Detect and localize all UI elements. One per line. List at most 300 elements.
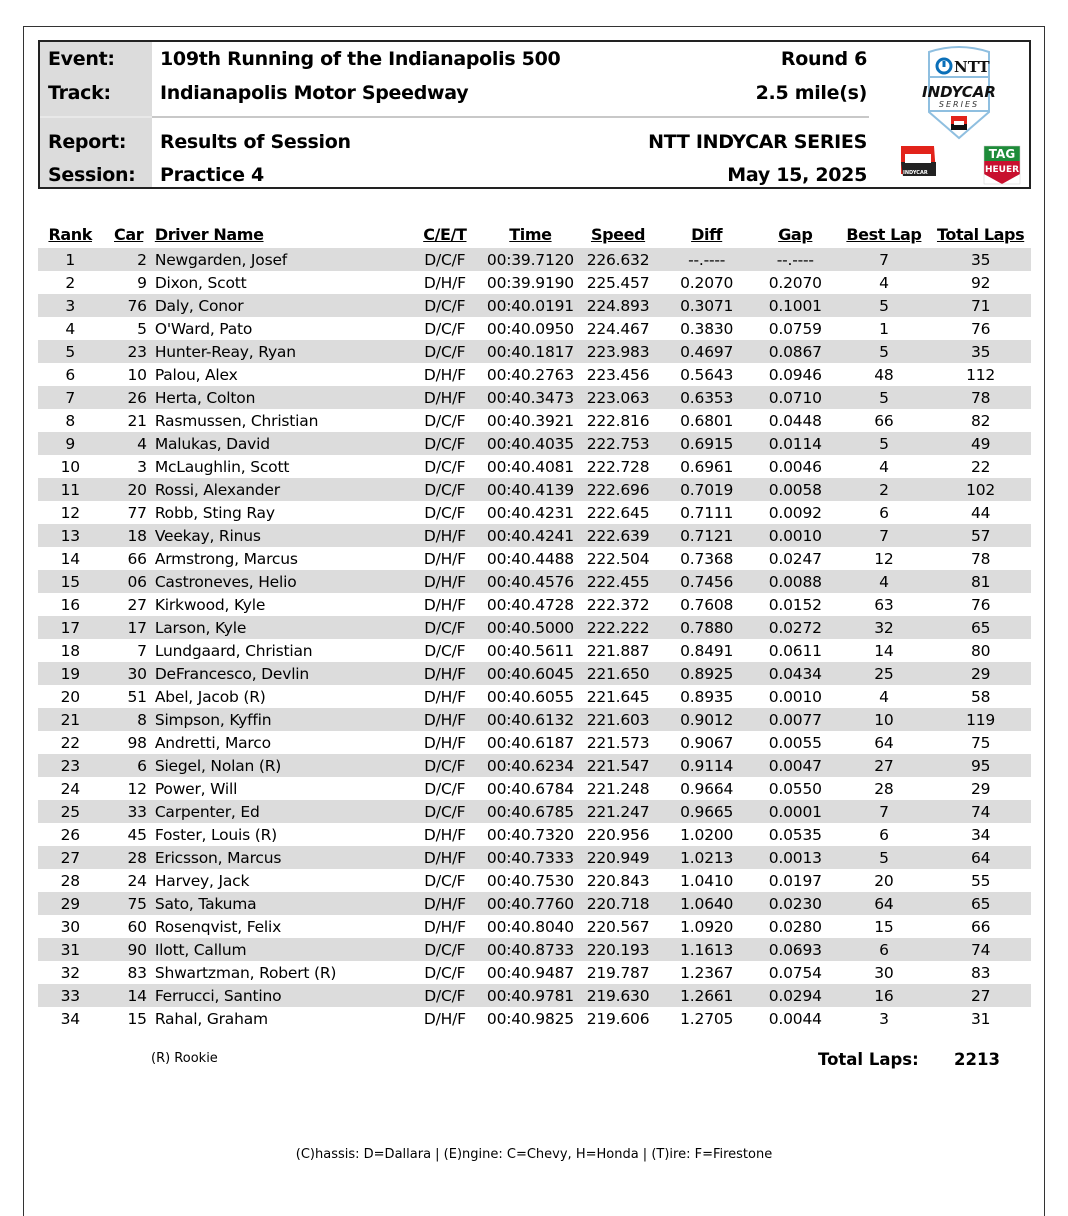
speed-cell: 223.063 <box>576 386 661 409</box>
diff-cell: 0.7368 <box>680 549 734 568</box>
gap-cell: 0.0294 <box>753 984 838 1007</box>
svg-text:HEUER: HEUER <box>984 165 1020 175</box>
rank-cell: 13 <box>38 524 102 547</box>
diff-cell: 1.2661 <box>660 984 753 1007</box>
lap-time-cell: 00:40.3473 <box>485 386 576 409</box>
table-row <box>38 754 1031 777</box>
driver-name-cell: Rasmussen, Christian <box>154 411 319 430</box>
cet-cell: D/C/F <box>424 871 466 890</box>
gap-cell: 0.0092 <box>768 503 822 522</box>
svg-text:INDYCAR: INDYCAR <box>922 83 996 101</box>
table-row <box>38 432 1031 455</box>
driver-name-cell: Malukas, David <box>155 432 405 455</box>
lap-time-cell: 00:40.7760 <box>485 892 576 915</box>
rank-cell: 31 <box>38 938 102 961</box>
cet-cell: D/H/F <box>405 386 486 409</box>
driver-name-cell: Newgarden, Josef <box>155 248 405 271</box>
driver-name-cell: Foster, Louis (R) <box>154 825 278 844</box>
car-number-cell: 15 <box>127 1009 147 1028</box>
rank-cell: 21 <box>38 708 102 731</box>
col-header-car[interactable]: Car <box>114 224 144 244</box>
driver-name-cell: DeFrancesco, Devlin <box>155 662 405 685</box>
best-lap-cell: 63 <box>874 595 894 614</box>
lap-time-cell: 00:40.3921 <box>486 411 574 430</box>
best-lap-cell: 66 <box>874 411 894 430</box>
speed-cell: 222.696 <box>576 478 661 501</box>
col-header-diff[interactable]: Diff <box>691 224 723 244</box>
rank-cell: 8 <box>65 411 76 430</box>
driver-name-cell: Robb, Sting Ray <box>154 503 275 522</box>
total-laps-cell: 65 <box>930 892 1031 915</box>
total-laps-cell: 76 <box>970 595 991 614</box>
lap-time-cell: 00:40.4241 <box>485 524 576 547</box>
gap-cell: 0.0055 <box>768 733 822 752</box>
best-lap-cell: 4 <box>879 687 889 706</box>
event-label: Event: <box>48 48 115 70</box>
cet-cell: D/H/F <box>405 846 486 869</box>
driver-name-cell: Hunter-Reay, Ryan <box>155 340 405 363</box>
indycar-logo <box>901 146 936 176</box>
header-divider-left <box>40 116 152 118</box>
gap-cell: --.---- <box>753 248 838 271</box>
total-laps-value: 2213 <box>954 1050 1000 1069</box>
gap-cell: 0.0230 <box>753 892 838 915</box>
diff-cell: 0.6915 <box>660 432 753 455</box>
gap-cell: 0.0448 <box>768 411 822 430</box>
lap-time-cell: 00:40.5611 <box>486 641 574 660</box>
driver-name-cell: Shwartzman, Robert (R) <box>154 963 337 982</box>
speed-cell: 222.504 <box>586 549 650 568</box>
report-name: Results of Session <box>160 131 351 153</box>
diff-cell: 0.9012 <box>660 708 753 731</box>
gap-cell: 0.0010 <box>768 687 822 706</box>
lap-time-cell: 00:40.6187 <box>486 733 574 752</box>
diff-cell: 0.2070 <box>680 273 734 292</box>
speed-cell: 223.456 <box>586 365 650 384</box>
table-row <box>38 777 1031 800</box>
lap-time-cell: 00:40.6234 <box>485 754 576 777</box>
session-name: Practice 4 <box>160 164 264 186</box>
driver-name-cell: Rahal, Graham <box>154 1009 268 1028</box>
rank-cell: 22 <box>60 733 80 752</box>
driver-name-cell: Ericsson, Marcus <box>155 846 405 869</box>
total-laps-cell: 83 <box>970 963 991 982</box>
table-row <box>38 340 1031 363</box>
total-laps-cell: 64 <box>930 846 1031 869</box>
rank-cell: 16 <box>60 595 80 614</box>
gap-cell: 0.0280 <box>768 917 822 936</box>
lap-time-cell: 00:40.4081 <box>486 457 574 476</box>
speed-cell: 224.467 <box>586 319 650 338</box>
speed-cell: 226.632 <box>576 248 661 271</box>
cet-cell: D/C/F <box>405 340 486 363</box>
driver-name-cell: Kirkwood, Kyle <box>154 595 266 614</box>
col-header-rank[interactable]: Rank <box>48 224 92 244</box>
best-lap-cell: 5 <box>838 846 931 869</box>
total-laps-cell: 75 <box>970 733 991 752</box>
cet-cell: D/C/F <box>405 938 486 961</box>
speed-cell: 221.247 <box>576 800 661 823</box>
speed-cell: 220.956 <box>586 825 650 844</box>
car-number-cell: 9 <box>137 273 147 292</box>
speed-cell: 222.639 <box>576 524 661 547</box>
table-row <box>38 570 1031 593</box>
rank-cell: 18 <box>60 641 80 660</box>
best-lap-cell: 7 <box>838 524 931 547</box>
lap-time-cell: 00:40.6784 <box>486 779 574 798</box>
speed-cell: 222.455 <box>576 570 661 593</box>
diff-cell: 1.0213 <box>660 846 753 869</box>
driver-name-cell: Daly, Conor <box>155 294 405 317</box>
total-laps-cell: 74 <box>930 938 1031 961</box>
driver-name-cell: Abel, Jacob (R) <box>154 687 266 706</box>
total-laps-cell: 27 <box>930 984 1031 1007</box>
cet-cell: D/H/F <box>423 549 466 568</box>
total-laps-cell: 119 <box>930 708 1031 731</box>
diff-cell: 0.6801 <box>680 411 734 430</box>
total-laps-cell: 55 <box>970 871 991 890</box>
lap-time-cell: 00:40.0191 <box>485 294 576 317</box>
total-laps-cell: 29 <box>970 779 991 798</box>
car-number-cell: 76 <box>102 294 154 317</box>
gap-cell: 0.0001 <box>753 800 838 823</box>
total-laps-cell: 29 <box>930 662 1031 685</box>
rank-cell: 6 <box>65 365 76 384</box>
diff-cell: 0.7608 <box>680 595 734 614</box>
cet-cell: D/C/F <box>424 457 466 476</box>
best-lap-cell: 64 <box>838 892 931 915</box>
speed-cell: 221.650 <box>576 662 661 685</box>
diff-cell: 0.5643 <box>680 365 734 384</box>
best-lap-cell: 64 <box>874 733 894 752</box>
driver-name-cell: Veekay, Rinus <box>155 524 405 547</box>
cet-cell: D/C/F <box>424 779 466 798</box>
rank-cell: 19 <box>38 662 102 685</box>
cet-cell: D/H/F <box>405 524 486 547</box>
best-lap-cell: 4 <box>879 457 889 476</box>
car-number-cell: 21 <box>127 411 147 430</box>
driver-name-cell: Ilott, Callum <box>155 938 405 961</box>
table-row <box>38 478 1031 501</box>
lap-time-cell: 00:40.4576 <box>485 570 576 593</box>
best-lap-cell: 6 <box>838 938 931 961</box>
best-lap-cell: 3 <box>879 1009 889 1028</box>
cet-cell: D/C/F <box>405 294 486 317</box>
speed-cell: 221.645 <box>586 687 650 706</box>
car-number-cell: 26 <box>102 386 154 409</box>
table-row <box>38 846 1031 869</box>
lap-time-cell: 00:40.4035 <box>485 432 576 455</box>
speed-cell: 224.893 <box>576 294 661 317</box>
car-number-cell: 8 <box>102 708 154 731</box>
car-number-cell: 20 <box>102 478 154 501</box>
lap-time-cell: 00:40.0950 <box>486 319 574 338</box>
col-header-gap[interactable]: Gap <box>778 224 813 244</box>
speed-cell: 222.645 <box>586 503 650 522</box>
speed-cell: 220.193 <box>576 938 661 961</box>
track-length: 2.5 mile(s) <box>755 82 867 104</box>
driver-name-cell: Simpson, Kyffin <box>155 708 405 731</box>
car-number-cell: 75 <box>102 892 154 915</box>
diff-cell: 0.9114 <box>660 754 753 777</box>
gap-cell: 0.0058 <box>753 478 838 501</box>
total-laps-cell: 76 <box>970 319 991 338</box>
logos <box>889 42 1029 187</box>
car-number-cell: 90 <box>102 938 154 961</box>
lap-time-cell: 00:40.2763 <box>486 365 574 384</box>
best-lap-cell: 30 <box>874 963 894 982</box>
best-lap-cell: 48 <box>874 365 894 384</box>
car-number-cell: 77 <box>127 503 147 522</box>
event-name: 109th Running of the Indianapolis 500 <box>160 48 561 70</box>
total-laps-cell: 57 <box>930 524 1031 547</box>
diff-cell: 0.7121 <box>660 524 753 547</box>
lap-time-cell: 00:40.6045 <box>485 662 576 685</box>
total-laps-cell: 92 <box>970 273 991 292</box>
car-number-cell: 10 <box>127 365 147 384</box>
total-laps-cell: 112 <box>966 365 996 384</box>
table-row <box>38 662 1031 685</box>
table-row <box>38 248 1031 271</box>
speed-cell: 222.222 <box>576 616 661 639</box>
rank-cell: 9 <box>38 432 102 455</box>
gap-cell: 0.0247 <box>768 549 822 568</box>
speed-cell: 219.606 <box>586 1009 650 1028</box>
rank-cell: 23 <box>38 754 102 777</box>
rank-cell: 12 <box>60 503 80 522</box>
cet-cell: D/C/F <box>405 616 486 639</box>
total-laps-cell: 81 <box>930 570 1031 593</box>
lap-time-cell: 00:39.7120 <box>485 248 576 271</box>
rank-cell: 26 <box>60 825 80 844</box>
cet-cell: D/H/F <box>423 687 466 706</box>
driver-name-cell: Dixon, Scott <box>154 273 247 292</box>
best-lap-cell: 28 <box>874 779 894 798</box>
rookie-note: (R) Rookie <box>151 1051 218 1066</box>
car-number-cell: 27 <box>127 595 147 614</box>
total-laps-cell: 80 <box>970 641 991 660</box>
lap-time-cell: 00:40.9825 <box>486 1009 574 1028</box>
diff-cell: 0.7019 <box>660 478 753 501</box>
diff-cell: 0.4697 <box>660 340 753 363</box>
rank-cell: 5 <box>38 340 102 363</box>
best-lap-cell: 27 <box>838 754 931 777</box>
table-row <box>38 271 1031 294</box>
diff-cell: 0.7880 <box>660 616 753 639</box>
lap-time-cell: 00:40.6055 <box>486 687 574 706</box>
table-row <box>38 823 1031 846</box>
table-row <box>38 984 1031 1007</box>
round: Round 6 <box>780 48 867 70</box>
session-label: Session: <box>48 164 136 186</box>
driver-name-cell: Siegel, Nolan (R) <box>155 754 405 777</box>
speed-cell: 220.718 <box>576 892 661 915</box>
cet-cell: D/H/F <box>405 892 486 915</box>
diff-cell: 1.0640 <box>660 892 753 915</box>
track-name: Indianapolis Motor Speedway <box>160 82 469 104</box>
table-row <box>38 317 1031 340</box>
rank-cell: 25 <box>38 800 102 823</box>
lap-time-cell: 00:40.6785 <box>485 800 576 823</box>
table-row <box>38 708 1031 731</box>
car-number-cell: 83 <box>127 963 147 982</box>
col-header-time[interactable]: Time <box>509 224 552 244</box>
table-row <box>38 455 1031 478</box>
cet-cell: D/H/F <box>405 708 486 731</box>
cet-cell: D/C/F <box>405 800 486 823</box>
driver-name-cell: McLaughlin, Scott <box>154 457 290 476</box>
table-row <box>38 639 1031 662</box>
total-laps-cell: 35 <box>930 248 1031 271</box>
col-header-total-laps[interactable]: Total Laps <box>936 224 1025 244</box>
gap-cell: 0.0611 <box>768 641 822 660</box>
total-laps-label: Total Laps: <box>818 1050 919 1069</box>
lap-time-cell: 00:40.8733 <box>485 938 576 961</box>
speed-cell: 222.753 <box>576 432 661 455</box>
speed-cell: 221.547 <box>576 754 661 777</box>
car-number-cell: 17 <box>102 616 154 639</box>
rank-cell: 3 <box>38 294 102 317</box>
table-row <box>38 915 1031 938</box>
col-header-speed[interactable]: Speed <box>590 224 646 244</box>
speed-cell: 222.816 <box>586 411 650 430</box>
cet-cell: D/H/F <box>423 595 466 614</box>
results-body <box>38 248 1031 1030</box>
table-header-row <box>38 220 1031 248</box>
gap-cell: 0.0010 <box>753 524 838 547</box>
gap-cell: 0.0077 <box>753 708 838 731</box>
svg-text:INDYCAR: INDYCAR <box>903 170 928 176</box>
cet-cell: D/H/F <box>423 365 466 384</box>
svg-text:NTT: NTT <box>954 58 990 76</box>
table-row <box>38 961 1031 984</box>
table-row <box>38 294 1031 317</box>
speed-cell: 221.248 <box>586 779 650 798</box>
cet-cell: D/H/F <box>423 1009 466 1028</box>
rank-cell: 1 <box>38 248 102 271</box>
gap-cell: 0.2070 <box>768 273 822 292</box>
gap-cell: 0.0152 <box>768 595 822 614</box>
rank-cell: 29 <box>38 892 102 915</box>
total-laps-cell: 35 <box>930 340 1031 363</box>
cet-cell: D/C/F <box>405 432 486 455</box>
car-number-cell: 33 <box>102 800 154 823</box>
lap-time-cell: 00:40.6132 <box>485 708 576 731</box>
rank-cell: 28 <box>60 871 80 890</box>
diff-cell: --.---- <box>660 248 753 271</box>
car-number-cell: 5 <box>137 319 147 338</box>
table-row <box>38 869 1031 892</box>
rank-cell: 14 <box>60 549 80 568</box>
best-lap-cell: 15 <box>874 917 894 936</box>
cet-cell: D/C/F <box>405 754 486 777</box>
cet-cell: D/H/F <box>405 570 486 593</box>
diff-cell: 1.0410 <box>680 871 734 890</box>
best-lap-cell: 10 <box>838 708 931 731</box>
car-number-cell: 06 <box>102 570 154 593</box>
lap-time-cell: 00:40.7320 <box>486 825 574 844</box>
best-lap-cell: 25 <box>838 662 931 685</box>
col-header-driver-name[interactable]: Driver Name <box>154 224 264 244</box>
best-lap-cell: 5 <box>838 432 931 455</box>
diff-cell: 0.8491 <box>680 641 734 660</box>
best-lap-cell: 5 <box>838 294 931 317</box>
ntt-indycar-series-logo <box>922 47 996 138</box>
lap-time-cell: 00:40.1817 <box>485 340 576 363</box>
diff-cell: 0.8925 <box>660 662 753 685</box>
results-table <box>38 220 1031 1030</box>
speed-cell: 222.372 <box>586 595 650 614</box>
best-lap-cell: 6 <box>879 825 889 844</box>
best-lap-cell: 16 <box>838 984 931 1007</box>
diff-cell: 0.9067 <box>680 733 734 752</box>
car-number-cell: 60 <box>127 917 147 936</box>
cet-cell: D/H/F <box>423 825 466 844</box>
rank-cell: 20 <box>60 687 80 706</box>
col-header-best-lap[interactable]: Best Lap <box>846 224 922 244</box>
car-number-cell: 12 <box>127 779 147 798</box>
driver-name-cell: Lundgaard, Christian <box>154 641 313 660</box>
best-lap-cell: 20 <box>874 871 894 890</box>
diff-cell: 0.6353 <box>660 386 753 409</box>
gap-cell: 0.0046 <box>768 457 822 476</box>
gap-cell: 0.0754 <box>768 963 822 982</box>
total-laps-cell: 22 <box>970 457 991 476</box>
table-row <box>38 363 1031 386</box>
rank-cell: 24 <box>60 779 80 798</box>
driver-name-cell: Castroneves, Helio <box>155 570 405 593</box>
lap-time-cell: 00:40.7333 <box>485 846 576 869</box>
rank-cell: 2 <box>65 273 76 292</box>
diff-cell: 0.6961 <box>680 457 734 476</box>
table-row <box>38 1007 1031 1030</box>
best-lap-cell: 7 <box>838 800 931 823</box>
driver-name-cell: Sato, Takuma <box>155 892 405 915</box>
best-lap-cell: 7 <box>838 248 931 271</box>
gap-cell: 0.1001 <box>753 294 838 317</box>
total-laps-cell: 82 <box>970 411 991 430</box>
diff-cell: 0.9664 <box>680 779 734 798</box>
driver-name-cell: Power, Will <box>154 779 238 798</box>
gap-cell: 0.0047 <box>753 754 838 777</box>
car-number-cell: 7 <box>137 641 147 660</box>
car-number-cell: 28 <box>102 846 154 869</box>
best-lap-cell: 6 <box>879 503 889 522</box>
lap-time-cell: 00:40.9487 <box>486 963 574 982</box>
best-lap-cell: 32 <box>838 616 931 639</box>
total-laps-cell: 31 <box>970 1009 991 1028</box>
table-row <box>38 386 1031 409</box>
speed-cell: 220.949 <box>576 846 661 869</box>
tag-heuer-logo <box>984 146 1020 184</box>
gap-cell: 0.0088 <box>753 570 838 593</box>
table-row <box>38 892 1031 915</box>
total-laps-cell: 66 <box>970 917 991 936</box>
total-laps-cell: 95 <box>930 754 1031 777</box>
speed-cell: 219.787 <box>586 963 650 982</box>
col-header-cet[interactable]: C/E/T <box>423 224 467 244</box>
gap-cell: 0.0693 <box>753 938 838 961</box>
rank-cell: 4 <box>65 319 76 338</box>
cet-cell: D/H/F <box>423 917 466 936</box>
rank-cell: 15 <box>38 570 102 593</box>
gap-cell: 0.0550 <box>768 779 822 798</box>
car-number-cell: 3 <box>137 457 147 476</box>
car-number-cell: 18 <box>102 524 154 547</box>
driver-name-cell: O'Ward, Pato <box>154 319 253 338</box>
total-laps-cell: 74 <box>930 800 1031 823</box>
best-lap-cell: 14 <box>874 641 894 660</box>
